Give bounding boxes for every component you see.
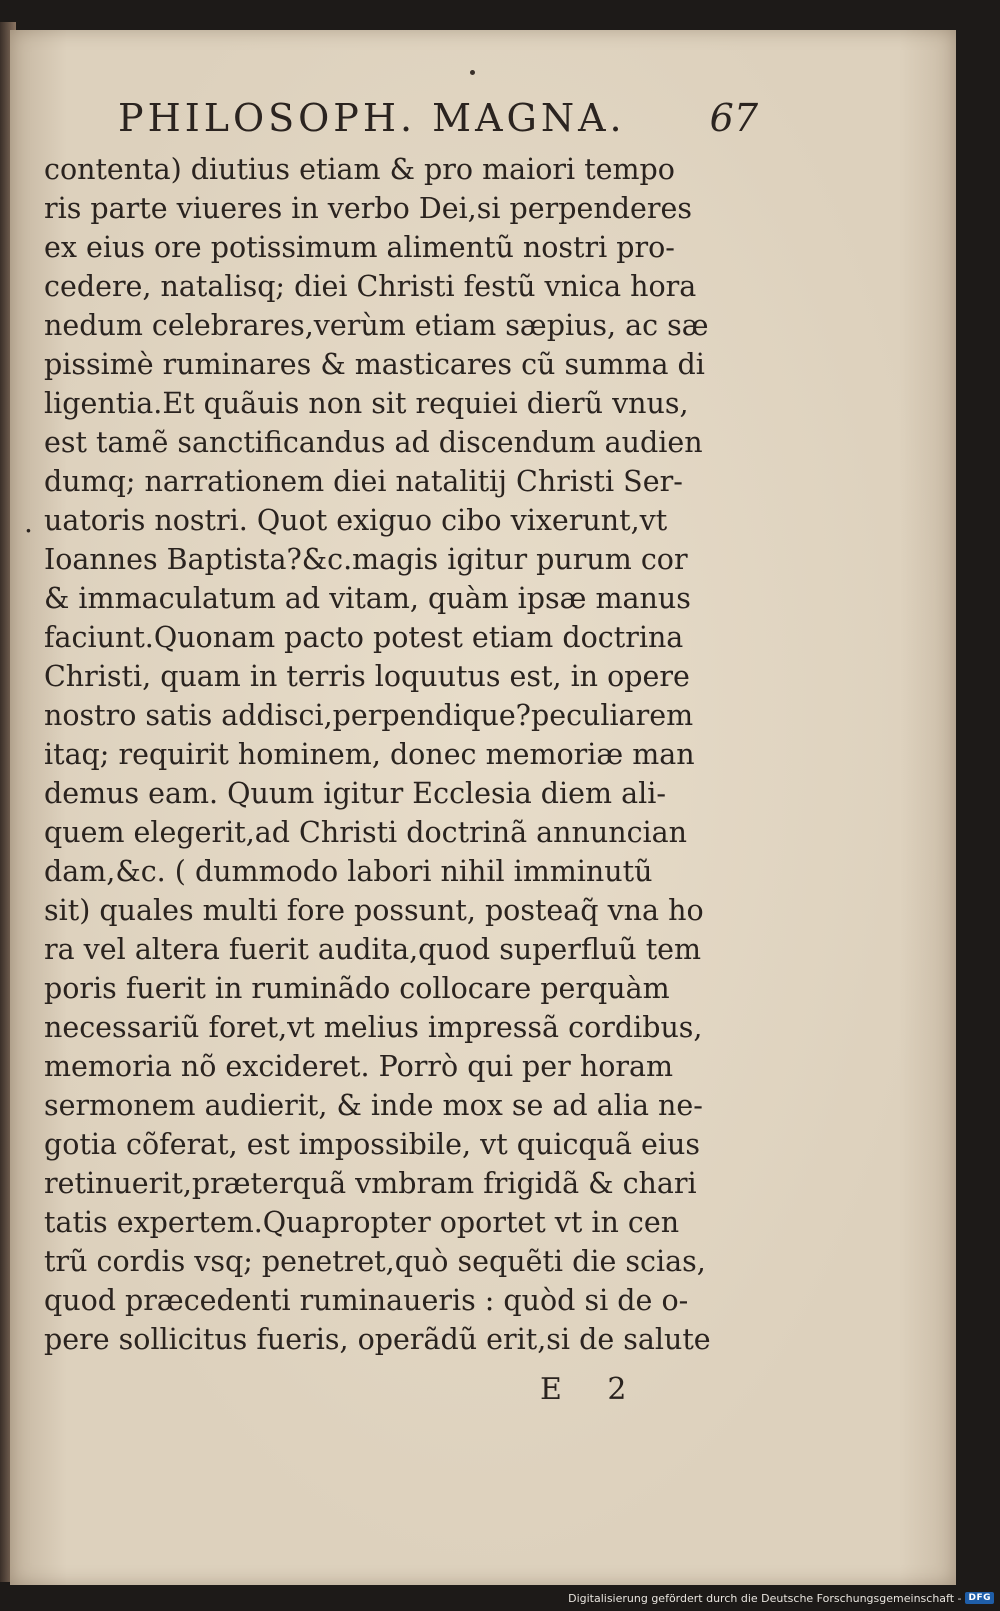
signature-mark: E 2 <box>540 1372 645 1407</box>
text-line: nedum celebrares,verùm etiam sæpius, ac sæ <box>44 309 709 342</box>
text-line: quod præcedenti ruminaueris : quòd si de o- <box>44 1284 689 1317</box>
dfg-logo: DFG <box>965 1592 994 1604</box>
text-line: Christi, quam in terris loquutus est, in opere <box>44 660 690 693</box>
body-text <box>44 150 734 1359</box>
page-number: 67 <box>709 96 758 140</box>
running-title: PHILOSOPH. MAGNA. <box>118 96 626 140</box>
text-line: & immaculatum ad vitam, quàm ipsæ manus <box>44 582 691 615</box>
text-line: itaq; requirit hominem, donec memoriæ man <box>44 738 695 771</box>
text-line: sit) quales multi fore possunt, posteaq̃ vna ho <box>44 894 704 927</box>
margin-mark: . <box>24 506 33 539</box>
text-line: pere sollicitus fueris, operãdũ erit,si de salute <box>44 1323 711 1356</box>
text-line: Ioannes Baptista?&c.magis igitur purum cor <box>44 543 688 576</box>
text-line: uatoris nostri. Quot exiguo cibo vixerunt,vt <box>44 504 668 537</box>
text-line: trũ cordis vsq; penetret,quò sequẽti die scias, <box>44 1245 706 1278</box>
text-line: poris fuerit in ruminãdo collocare perquàm <box>44 972 670 1005</box>
text-line: faciunt.Quonam pacto potest etiam doctrina <box>44 621 684 654</box>
text-line: memoria nõ excideret. Porrò qui per horam <box>44 1050 673 1083</box>
credit-text: Digitalisierung gefördert durch die Deutsche Forschungsgemeinschaft - <box>568 1591 962 1605</box>
text-line: quem elegerit,ad Christi doctrinã annuncian <box>44 816 688 849</box>
text-line: tatis expertem.Quapropter oportet vt in cen <box>44 1206 680 1239</box>
text-line: nostro satis addisci,perpendique?peculiarem <box>44 699 694 732</box>
text-line: ra vel altera fuerit audita,quod superfluũ tem <box>44 933 702 966</box>
text-line: ex eius ore potissimum alimentũ nostri pro- <box>44 231 675 264</box>
funding-credit <box>568 1587 994 1609</box>
text-line: dumq; narrationem diei natalitij Christi Ser- <box>44 465 683 498</box>
page-header <box>118 96 758 146</box>
text-line: gotia cõferat, est impossibile, vt quicquã eius <box>44 1128 701 1161</box>
text-line: sermonem audierit, & inde mox se ad alia ne- <box>44 1089 703 1122</box>
printer-dot <box>470 70 475 75</box>
text-line: demus eam. Quum igitur Ecclesia diem ali- <box>44 777 666 810</box>
text-line: cedere, natalisq; diei Christi festũ vnica hora <box>44 270 697 303</box>
text-line: dam,&c. ( dummodo labori nihil imminutũ <box>44 855 653 888</box>
text-line: ligentia.Et quãuis non sit requiei dierũ vnus, <box>44 387 689 420</box>
text-line: contenta) diutius etiam & pro maiori tempo <box>44 153 675 186</box>
text-line: retinuerit,præterquã vmbram frigidã & chari <box>44 1167 697 1200</box>
text-line: est tamẽ sanctificandus ad discendum audien <box>44 426 703 459</box>
text-line: necessariũ foret,vt melius impressã cordibus, <box>44 1011 703 1044</box>
text-line: ris parte viueres in verbo Dei,si perpenderes <box>44 192 692 225</box>
text-line: pissimè ruminares & masticares cũ summa di <box>44 348 705 381</box>
